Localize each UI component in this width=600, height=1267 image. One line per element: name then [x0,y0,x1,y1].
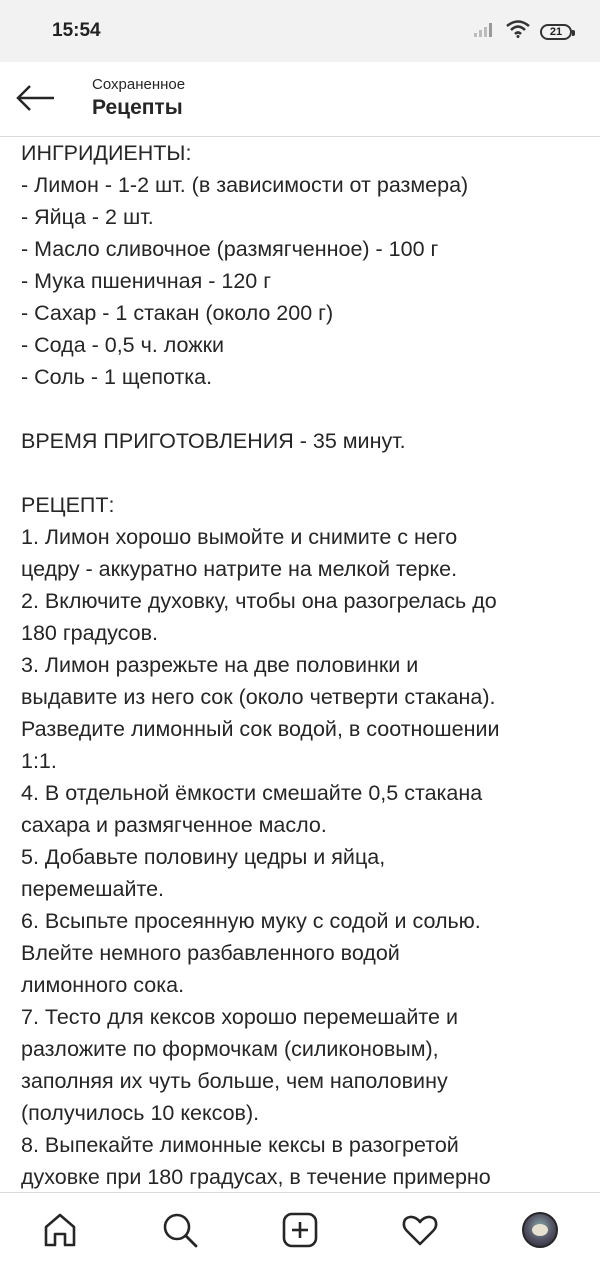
nav-home-button[interactable] [30,1200,90,1260]
wifi-icon [506,20,530,43]
text-line: - Лимон - 1-2 шт. (в зависимости от размера) [21,173,469,197]
nav-add-button[interactable] [270,1200,330,1260]
heart-icon [401,1211,439,1249]
header-subtitle: Сохраненное [92,76,186,93]
text-line: сахара и размягченное масло. [21,813,327,837]
text-line: перемешайте. [21,877,165,901]
text-line: 6. Всыпьте просеянную муку с содой и солью. [21,909,481,933]
search-icon [161,1211,199,1249]
text-line: 3. Лимон разрежьте на две половинки и [21,653,419,677]
text-line: 1:1. [21,749,57,773]
text-line: духовке при 180 градусах, в течение примерно [21,1165,491,1189]
text-line: - Сода - 0,5 ч. ложки [21,333,225,357]
text-line: Разведите лимонный сок водой, в соотношении [21,717,500,741]
back-arrow-icon [16,85,56,111]
header [0,62,600,137]
text-line: 2. Включите духовку, чтобы она разогрелась до [21,589,497,613]
recipe-text [21,137,586,1192]
text-line: 180 градусов. [21,621,158,645]
battery-icon: 21 [540,24,572,40]
text-line [21,393,586,425]
nav-profile-button[interactable] [510,1200,570,1260]
text-line: - Сахар - 1 стакан (около 200 г) [21,301,334,325]
status-time: 15:54 [52,20,101,41]
bottom-nav [0,1192,600,1267]
add-post-icon [281,1211,319,1249]
text-line: ИНГРИДИЕНТЫ: [21,141,192,165]
text-line: - Яйца - 2 шт. [21,205,154,229]
text-line: разложите по формочкам (силиконовым), [21,1037,439,1061]
nav-search-button[interactable] [150,1200,210,1260]
header-title: Рецепты [92,96,183,119]
text-line: 7. Тесто для кексов хорошо перемешайте и [21,1005,458,1029]
text-line: 1. Лимон хорошо вымойте и снимите с него [21,525,458,549]
nav-activity-button[interactable] [390,1200,450,1260]
text-line: ВРЕМЯ ПРИГОТОВЛЕНИЯ - 35 минут. [21,429,406,453]
text-line: Влейте немного разбавленного водой [21,941,400,965]
status-icons [474,20,572,43]
text-line: заполняя их чуть больше, чем наполовину [21,1069,448,1093]
status-bar [0,0,600,62]
signal-icon [474,21,496,42]
text-line: цедру - аккуратно натрите на мелкой терке. [21,557,458,581]
text-line: - Мука пшеничная - 120 г [21,269,272,293]
text-line: лимонного сока. [21,973,185,997]
text-line: 4. В отдельной ёмкости смешайте 0,5 стакана [21,781,483,805]
text-line: РЕЦЕПТ: [21,493,115,517]
text-line [21,457,586,489]
text-line: 8. Выпекайте лимонные кексы в разогретой [21,1133,459,1157]
text-line: 5. Добавьте половину цедры и яйца, [21,845,386,869]
text-line: выдавите из него сок (около четверти стакана). [21,685,496,709]
profile-avatar [522,1212,558,1248]
text-line: (получилось 10 кексов). [21,1101,260,1125]
back-button[interactable] [14,78,58,118]
home-icon [41,1211,79,1249]
text-line: - Масло сливочное (размягченное) - 100 г [21,237,439,261]
text-line: - Соль - 1 щепотка. [21,365,213,389]
